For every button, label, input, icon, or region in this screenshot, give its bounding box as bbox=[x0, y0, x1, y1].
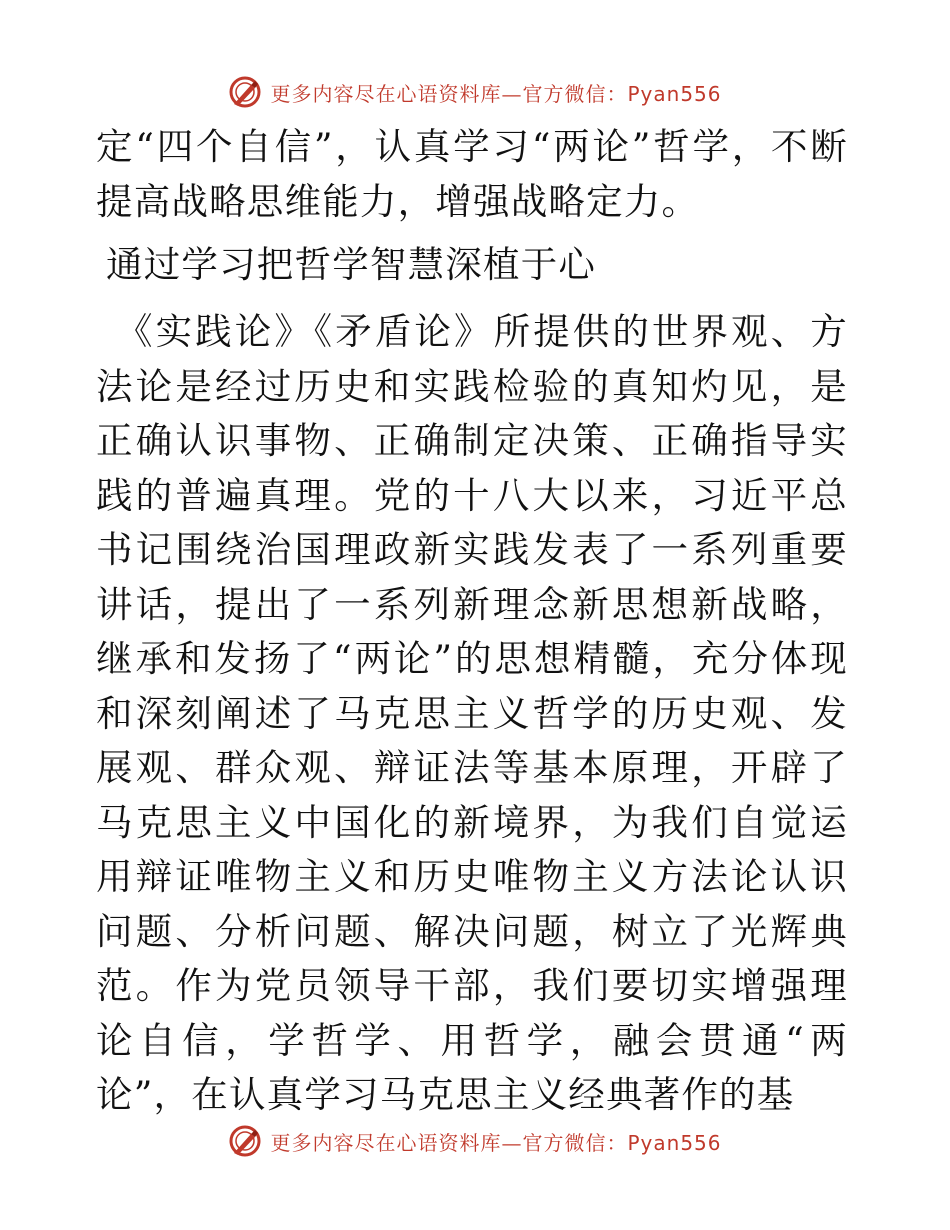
paragraph: 定“四个自信”，认真学习“两论”哲学，不断提高战略思维能力，增强战略定力。 bbox=[96, 125, 848, 223]
pen-circle-logo-icon bbox=[228, 1124, 262, 1158]
header-watermark bbox=[0, 72, 950, 112]
footer-watermark bbox=[0, 1121, 950, 1161]
document-body bbox=[96, 120, 848, 1123]
section-heading: 通过学习把哲学智慧深植于心 bbox=[106, 243, 597, 286]
watermark-text: 更多内容尽在心语资料库—官方微信：Pyan556 bbox=[270, 1130, 722, 1155]
paragraph: 《实践论》《矛盾论》所提供的世界观、方法论是经过历史和实践检验的真知灼见，是正确认识事物、正确制定决策、正确指导实践的普遍真理。党的十八大以来，习近平总书记围绕治国理政新实践发表了一系列重要讲话，提出了一系列新理念新思想新战略，继承和发扬了“两论”的思想精髓，充分体现和深刻阐述了马克思主义哲学的历史观、发展观、群众观、辩证法等基本原理，开辟了马克思主义中国化的新境界，为我们自觉运用辩证唯物主义和历史唯物主义方法论认识问题、分析问题、解决问题，树立了光辉典范。作为党员领导干部，我们要切实增强理论自信，学哲学、用哲学，融会贯通“两论”，在认真学习马克思主义经典著作的基 bbox=[96, 310, 848, 1116]
pen-circle-logo-icon bbox=[228, 75, 262, 109]
watermark-text: 更多内容尽在心语资料库—官方微信：Pyan556 bbox=[270, 81, 722, 106]
